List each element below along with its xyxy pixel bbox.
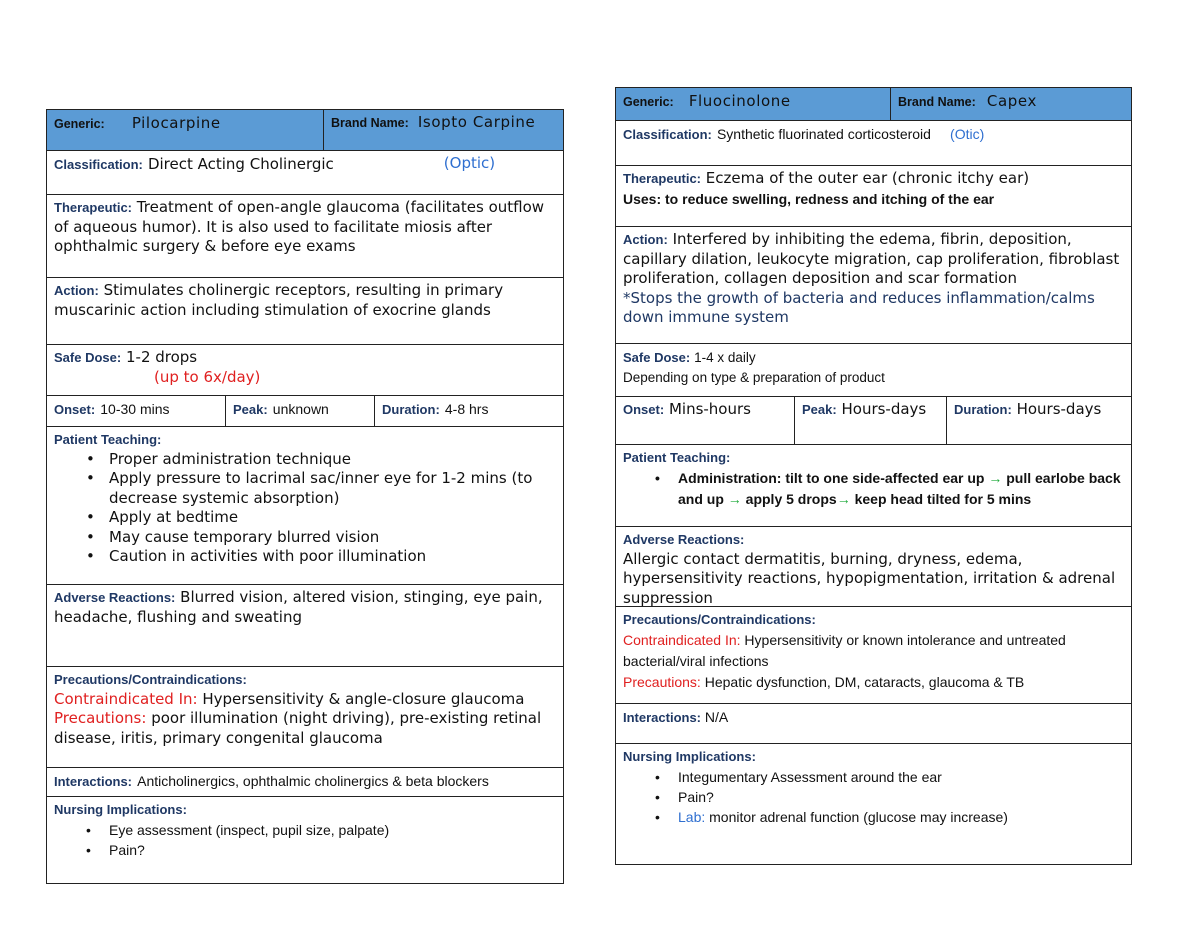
timing-row <box>47 396 563 427</box>
action-row <box>47 278 563 345</box>
safe-dose-label: Safe Dose: <box>623 350 691 365</box>
duration-label: Duration: <box>954 402 1012 417</box>
duration-value: Hours-days <box>1016 400 1102 418</box>
duration-value: 4-8 hrs <box>444 401 489 417</box>
teaching-step-4: keep head tilted for 5 mins <box>854 491 1032 507</box>
lab-value: monitor adrenal function (glucose may increase) <box>709 809 1008 825</box>
onset-value: Mins-hours <box>668 400 751 418</box>
list-item: • Apply pressure to lacrimal sac/inner eye for 1-2 mins (to decrease systemic absorption) <box>54 469 556 508</box>
fluocinolone-card <box>615 87 1132 865</box>
teaching-step-3: apply 5 drops <box>745 491 837 507</box>
onset-label: Onset: <box>623 402 665 417</box>
nursing-list <box>623 767 1124 827</box>
classification-route: (Otic) <box>950 126 985 142</box>
classification-row <box>47 151 563 195</box>
action-row <box>616 227 1131 344</box>
nursing-implications-row <box>47 797 563 884</box>
peak-label: Peak: <box>802 402 837 417</box>
therapeutic-row <box>616 166 1131 227</box>
interactions-row <box>616 704 1131 744</box>
brand-label: Brand Name: <box>898 95 976 109</box>
adverse-value: Allergic contact dermatitis, burning, dryness, edema, hypersensitivity reactions, hypopigmentation, irritation & adrenal suppression <box>623 549 1116 607</box>
precautions-row <box>47 667 563 768</box>
patient-teaching-label: Patient Teaching: <box>623 450 731 465</box>
nursing-list <box>54 820 556 860</box>
adverse-label: Adverse Reactions: <box>54 590 176 605</box>
precautions-label: Precautions/Contraindications: <box>54 672 247 687</box>
action-label: Action: <box>623 232 668 247</box>
teaching-step-2: pull earlobe back and up <box>678 470 1121 507</box>
arrow-icon: → <box>727 491 742 507</box>
contraindicated-value: Hypersensitivity & angle-closure glaucoma <box>202 689 525 708</box>
peak-value: unknown <box>272 401 329 417</box>
generic-name: Pilocarpine <box>131 114 221 132</box>
lab-label: Lab: <box>678 809 706 825</box>
list-item: • May cause temporary blurred vision <box>54 528 556 548</box>
classification-value: Direct Acting Cholinergic <box>147 155 334 173</box>
interactions-label: Interactions: <box>54 774 133 789</box>
patient-teaching-list <box>54 450 556 567</box>
interactions-row <box>47 768 563 797</box>
action-label: Action: <box>54 283 99 298</box>
precautions-value: Hepatic dysfunction, DM, cataracts, glaucoma & TB <box>704 674 1025 690</box>
peak-label: Peak: <box>233 402 268 417</box>
adverse-value: Blurred vision, altered vision, stinging, eye pain, headache, flushing and sweating <box>54 588 543 626</box>
therapeutic-value: Treatment of open-angle glaucoma (facilitates outflow of aqueous humor). It is also used to facilitate miosis after ophthalmic surgery & before eye exams <box>54 198 545 255</box>
precautions-value: poor illumination (night driving), pre-existing retinal disease, iritis, primary congenital glaucoma <box>54 709 542 747</box>
patient-teaching-row <box>47 427 563 585</box>
safe-dose-row <box>47 345 563 396</box>
onset-value: 10-30 mins <box>100 401 170 417</box>
patient-teaching-list <box>623 468 1124 510</box>
therapeutic-row <box>47 195 563 278</box>
nursing-label: Nursing Implications: <box>623 749 756 764</box>
list-item <box>623 468 1124 510</box>
brand-name: Isopto Carpine <box>417 113 536 131</box>
generic-label: Generic: <box>623 95 674 109</box>
action-note: *Stops the growth of bacteria and reduces inflammation/calms down immune system <box>623 288 1095 326</box>
action-value: Interfered by inhibiting the edema, fibrin, deposition, capillary dilation, leukocyte migration, cap proliferation, fibroblast proliferation, collagen deposition and scar formation <box>623 230 1120 287</box>
classification-label: Classification: <box>54 157 143 172</box>
generic-name: Fluocinolone <box>688 92 791 110</box>
list-item: • Pain? <box>623 787 1124 807</box>
drug-header <box>616 88 1131 121</box>
timing-row <box>616 397 1131 445</box>
brand-label: Brand Name: <box>331 116 409 130</box>
precautions-label: Precautions/Contraindications: <box>623 612 816 627</box>
safe-dose-row <box>616 344 1131 397</box>
interactions-label: Interactions: <box>623 710 702 725</box>
duration-label: Duration: <box>382 402 440 417</box>
nursing-implications-row <box>616 744 1131 865</box>
precautions-row <box>616 607 1131 704</box>
list-item: • Eye assessment (inspect, pupil size, palpate) <box>54 820 556 840</box>
nursing-label: Nursing Implications: <box>54 802 187 817</box>
action-value: Stimulates cholinergic receptors, resulting in primary muscarinic action including stimulation of exocrine glands <box>54 281 504 319</box>
drug-header <box>47 110 563 151</box>
safe-dose-value: 1-2 drops <box>125 348 198 366</box>
precautions-sub-label: Precautions: <box>623 674 701 690</box>
adverse-label: Adverse Reactions: <box>623 532 745 547</box>
safe-dose-label: Safe Dose: <box>54 350 122 365</box>
onset-label: Onset: <box>54 402 96 417</box>
peak-value: Hours-days <box>841 400 927 418</box>
list-item: • Caution in activities with poor illumination <box>54 547 556 567</box>
precautions-sub-label: Precautions: <box>54 709 147 727</box>
safe-dose-note: Depending on type & preparation of product <box>623 370 885 385</box>
classification-route: (Optic) <box>443 154 496 172</box>
adverse-reactions-row <box>616 527 1131 607</box>
list-item: • Apply at bedtime <box>54 508 556 528</box>
therapeutic-value: Eczema of the outer ear (chronic itchy ear) <box>705 169 1030 187</box>
brand-name: Capex <box>986 92 1037 110</box>
list-item <box>623 807 1124 827</box>
therapeutic-label: Therapeutic: <box>54 200 133 215</box>
contraindicated-label: Contraindicated In: <box>623 632 741 648</box>
contraindicated-value: Hypersensitivity or known intolerance and untreated bacterial/viral infections <box>623 632 1066 669</box>
list-item: • Integumentary Assessment around the ear <box>623 767 1124 787</box>
teaching-step-1: Administration: tilt to one side-affected ear up <box>678 470 985 486</box>
list-item: • Pain? <box>54 840 556 860</box>
list-item: • Proper administration technique <box>54 450 556 470</box>
interactions-value: N/A <box>704 709 729 725</box>
arrow-icon: → <box>836 491 851 507</box>
classification-row <box>616 121 1131 166</box>
generic-label: Generic: <box>54 117 105 131</box>
adverse-reactions-row <box>47 585 563 667</box>
interactions-value: Anticholinergics, ophthalmic cholinergics & beta blockers <box>137 773 489 789</box>
classification-value: Synthetic fluorinated corticosteroid <box>716 126 931 142</box>
safe-dose-note: (up to 6x/day) <box>154 367 261 386</box>
classification-label: Classification: <box>623 127 712 142</box>
patient-teaching-row <box>616 445 1131 527</box>
patient-teaching-label: Patient Teaching: <box>54 432 162 447</box>
therapeutic-label: Therapeutic: <box>623 171 702 186</box>
uses-text: Uses: to reduce swelling, redness and itching of the ear <box>623 190 995 207</box>
arrow-icon: → <box>988 470 1003 486</box>
contraindicated-label: Contraindicated In: <box>54 689 198 708</box>
pilocarpine-card <box>46 109 564 884</box>
safe-dose-value: 1-4 x daily <box>694 350 756 365</box>
